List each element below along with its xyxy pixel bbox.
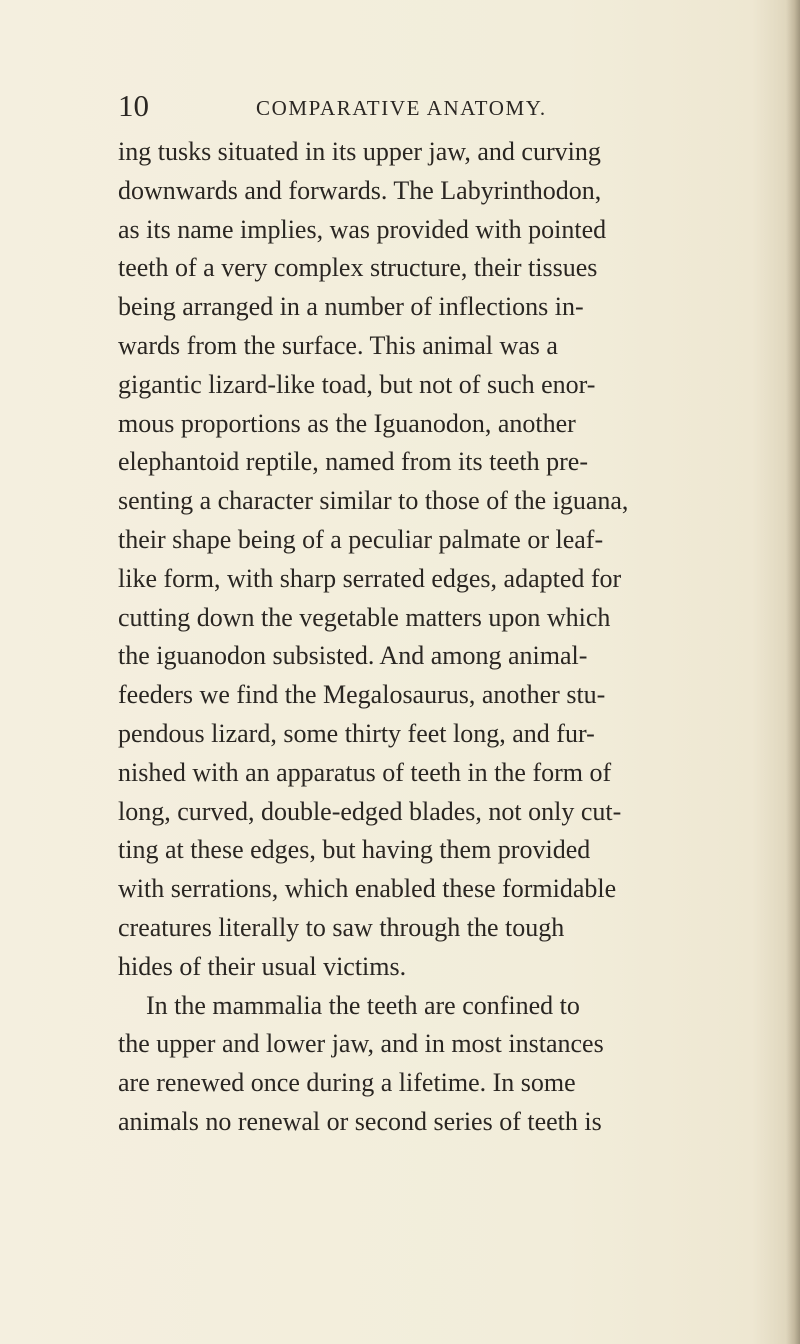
text-line: nished with an apparatus of teeth in the form of	[118, 757, 612, 787]
text-line: their shape being of a peculiar palmate or leaf-	[118, 524, 604, 554]
text-line: teeth of a very complex structure, their tissues	[118, 253, 598, 283]
text-line: creatures literally to saw through the tough	[118, 912, 565, 942]
text-line: ting at these edges, but having them provided	[118, 835, 591, 865]
body-text	[118, 133, 778, 1142]
text-line: mous proportions as the Iguanodon, another	[118, 408, 576, 438]
page-edge-shadow	[786, 0, 800, 1344]
text-line: as its name implies, was provided with pointed	[118, 214, 607, 244]
text-line: senting a character similar to those of the iguana,	[118, 486, 629, 516]
text-line: the iguanodon subsisted. And among animal-	[118, 641, 588, 671]
text-line: gigantic lizard-like toad, but not of such enor-	[118, 369, 596, 399]
text-line: like form, with sharp serrated edges, adapted for	[118, 563, 622, 593]
text-line: downwards and forwards. The Labyrinthodon,	[118, 175, 602, 205]
text-line: long, curved, double-edged blades, not only cut-	[118, 796, 622, 826]
text-line: with serrations, which enabled these formidable	[118, 874, 617, 904]
paragraph-start-line: In the mammalia the teeth are confined to	[146, 990, 580, 1020]
text-line: pendous lizard, some thirty feet long, and fur-	[118, 718, 595, 748]
text-line: ing tusks situated in its upper jaw, and curving	[118, 137, 601, 166]
running-title: COMPARATIVE ANATOMY.	[256, 96, 547, 120]
running-head	[118, 86, 758, 126]
text-line: elephantoid reptile, named from its teeth pre-	[118, 447, 588, 477]
text-line: feeders we find the Megalosaurus, another stu-	[118, 680, 606, 710]
text-line: are renewed once during a lifetime. In some	[118, 1068, 576, 1098]
text-line: the upper and lower jaw, and in most instances	[118, 1029, 604, 1059]
text-line: being arranged in a number of inflections in-	[118, 292, 584, 322]
text-line: hides of their usual victims.	[118, 951, 407, 981]
text-line: cutting down the vegetable matters upon which	[118, 602, 611, 632]
text-line: animals no renewal or second series of teeth is	[118, 1106, 602, 1136]
page-number: 10	[118, 88, 149, 123]
text-line: wards from the surface. This animal was a	[118, 330, 558, 360]
